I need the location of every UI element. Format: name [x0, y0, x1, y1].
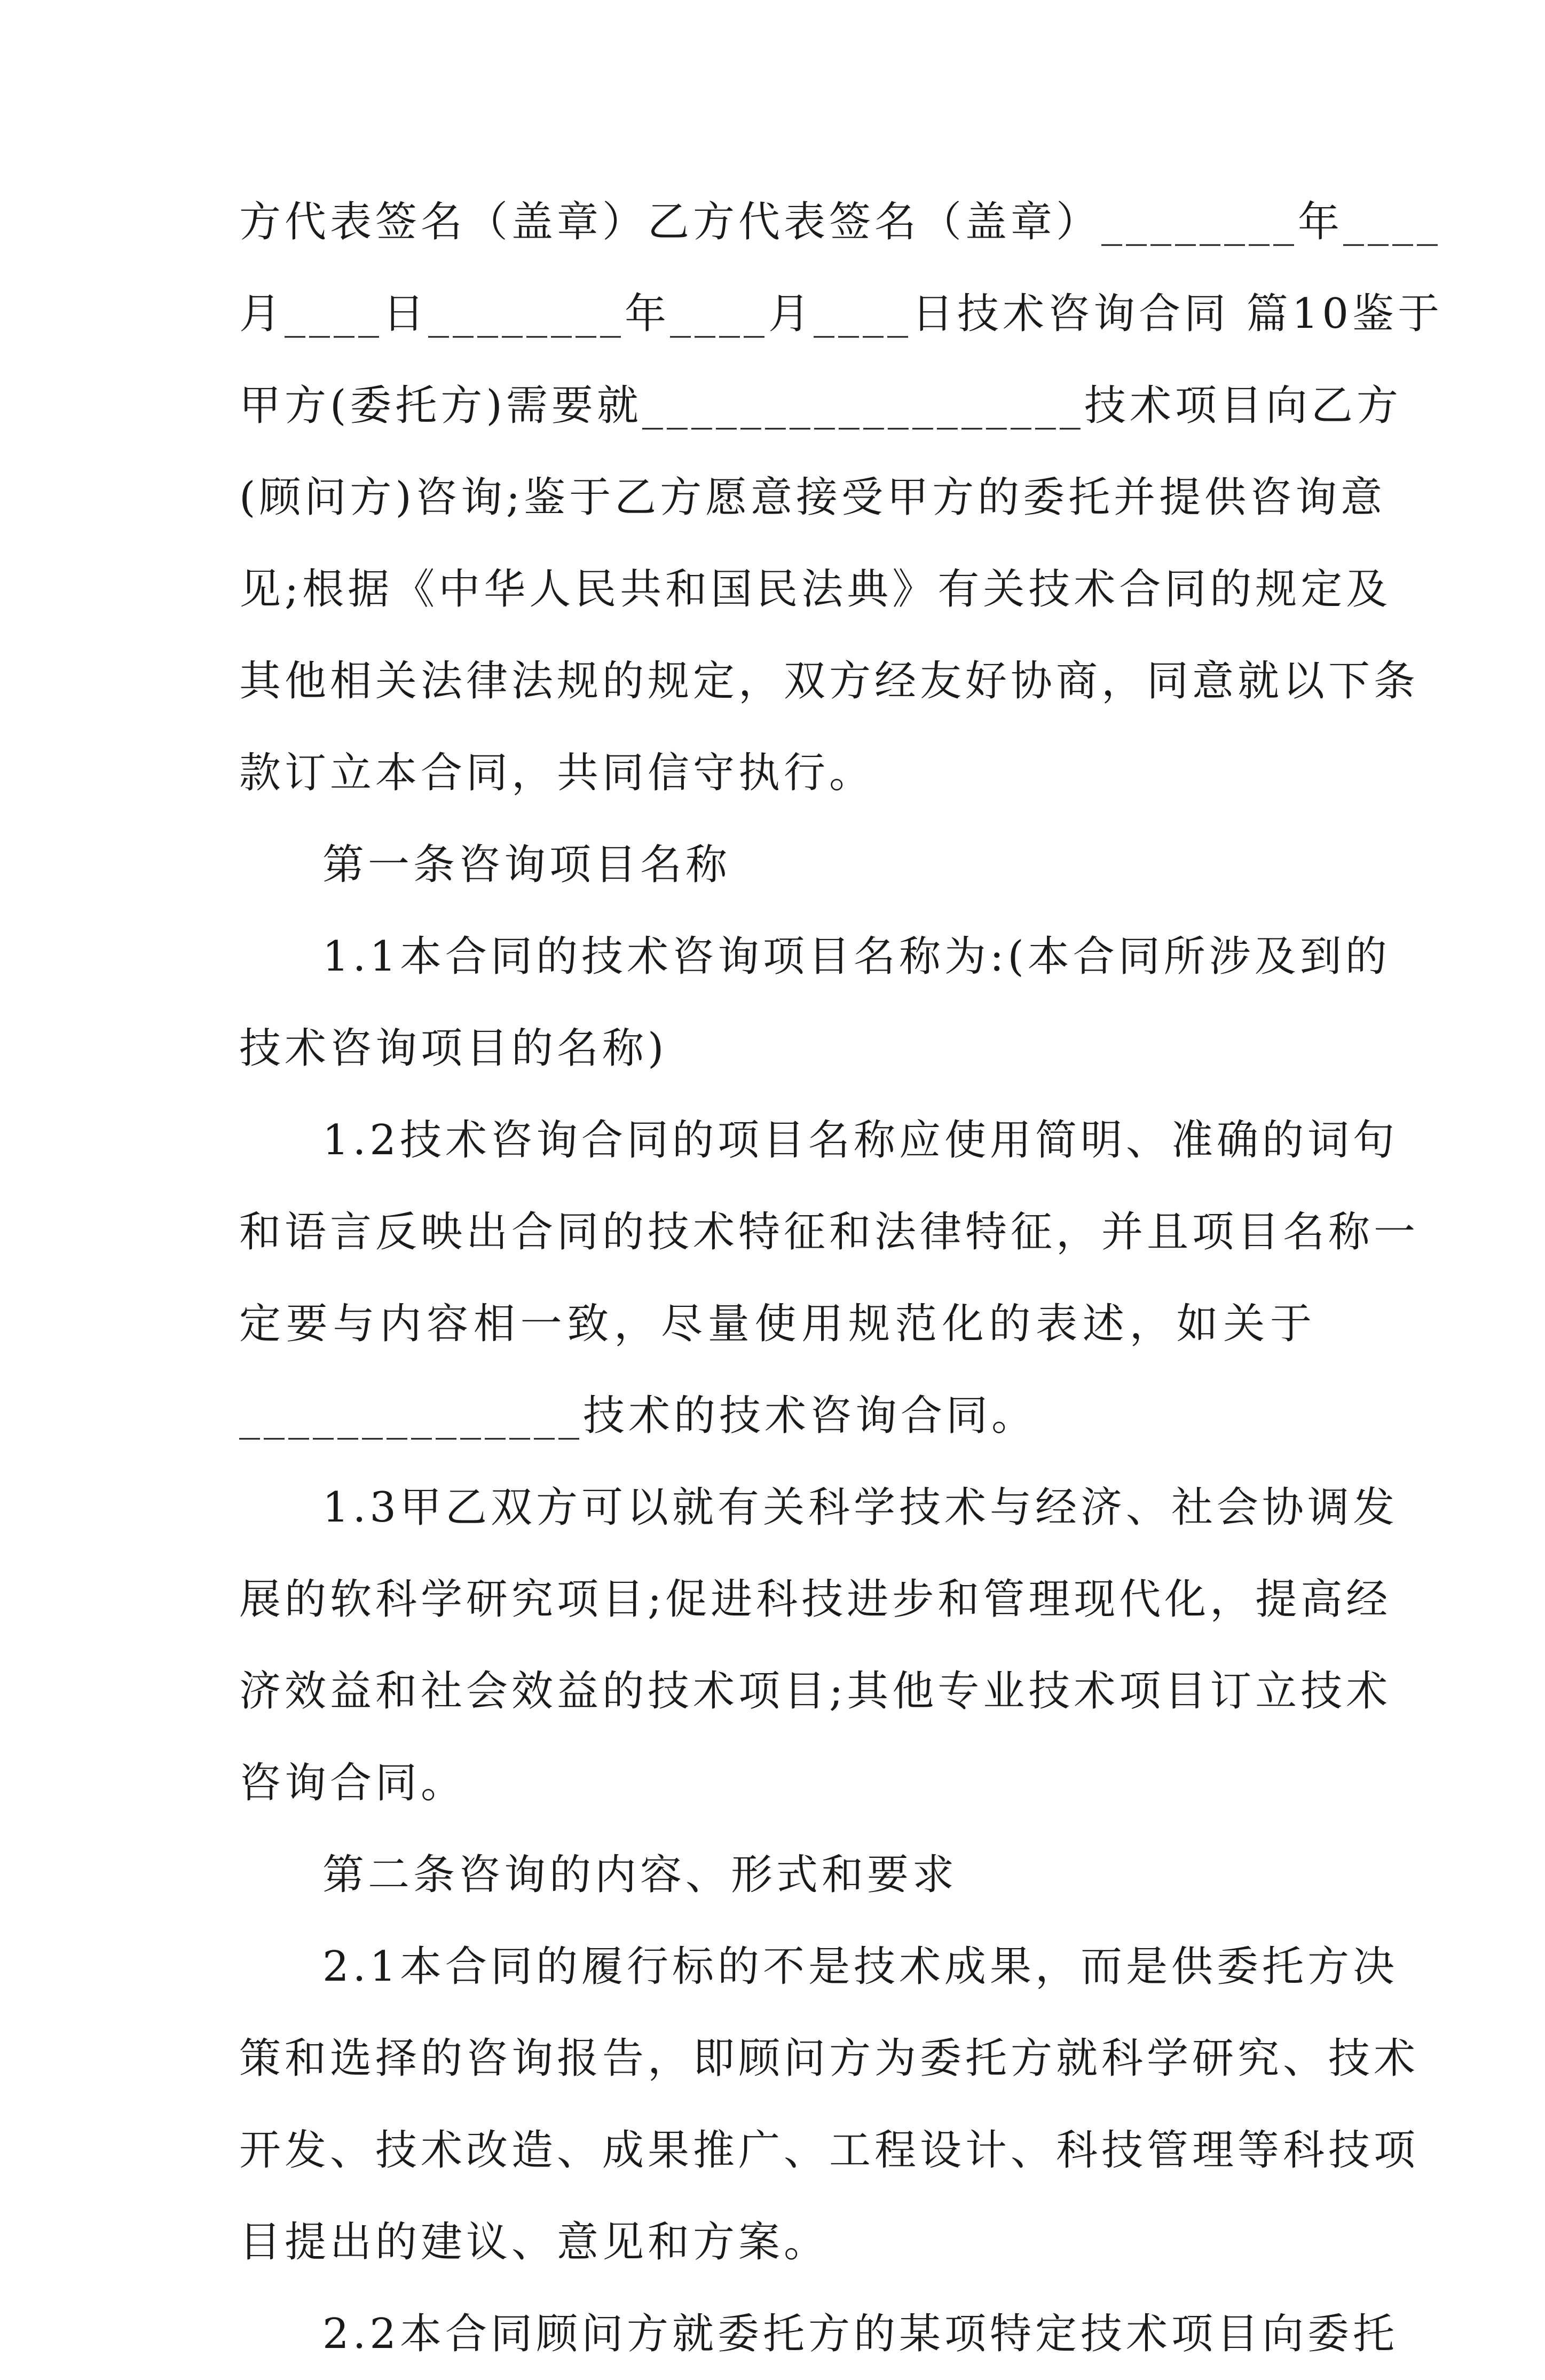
text-line: 见;根据《中华人民共和国民法典》有关技术合同的规定及 [239, 565, 1392, 613]
text-line: 2.2本合同顾问方就委托方的某项特定技术项目向委托 [322, 2310, 1399, 2358]
text-line: 1.2技术咨询合同的项目名称应使用简明、准确的词句 [322, 1116, 1399, 1164]
text-line: 款订立本合同，共同信守执行。 [239, 749, 875, 797]
text-line: 济效益和社会效益的技术项目;其他专业技术项目订立技术 [239, 1667, 1392, 1715]
text-line: (顾问方)咨询;鉴于乙方愿意接受甲方的委托并提供咨询意 [239, 474, 1386, 522]
section-heading: 第一条咨询项目名称 [322, 841, 731, 889]
document-body [239, 176, 1444, 2380]
section-heading: 第二条咨询的内容、形式和要求 [322, 1851, 958, 1899]
text-line: 目提出的建议、意见和方案。 [239, 2218, 830, 2266]
text-line: 技术咨询项目的名称) [239, 1024, 668, 1073]
text-line: 开发、技术改造、成果推广、工程设计、科技管理等科技项 [239, 2126, 1420, 2174]
text-line: 1.3甲乙双方可以就有关科学技术与经济、社会协调发 [322, 1484, 1399, 1532]
text-line: 咨询合同。 [239, 1759, 467, 1807]
text-line: 和语言反映出合同的技术特征和法律特征，并且项目名称一 [239, 1208, 1420, 1256]
text-line: 2.1本合同的履行标的不是技术成果，而是供委托方决 [322, 1943, 1399, 1991]
text-line: 甲方(委托方)需要就__________________技术项目向乙方 [239, 382, 1402, 430]
text-line: 定要与内容相一致，尽量使用规范化的表述，如关于 [239, 1300, 1315, 1348]
text-line: 策和选择的咨询报告，即顾问方为委托方就科学研究、技术 [239, 2035, 1420, 2083]
text-line: ______________技术的技术咨询合同。 [239, 1392, 1037, 1440]
text-line: 展的软科学研究项目;促进科技进步和管理现代化，提高经 [239, 1575, 1392, 1624]
text-line: 1.1本合同的技术咨询项目名称为:(本合同所涉及到的 [322, 933, 1391, 981]
text-line: 方代表签名（盖章）乙方代表签名（盖章）________年____ [239, 198, 1442, 246]
text-line: 月____日________年____月____日技术咨询合同 篇10鉴于 [239, 290, 1444, 338]
text-line: 其他相关法律法规的规定，双方经友好协商，同意就以下条 [239, 657, 1420, 705]
